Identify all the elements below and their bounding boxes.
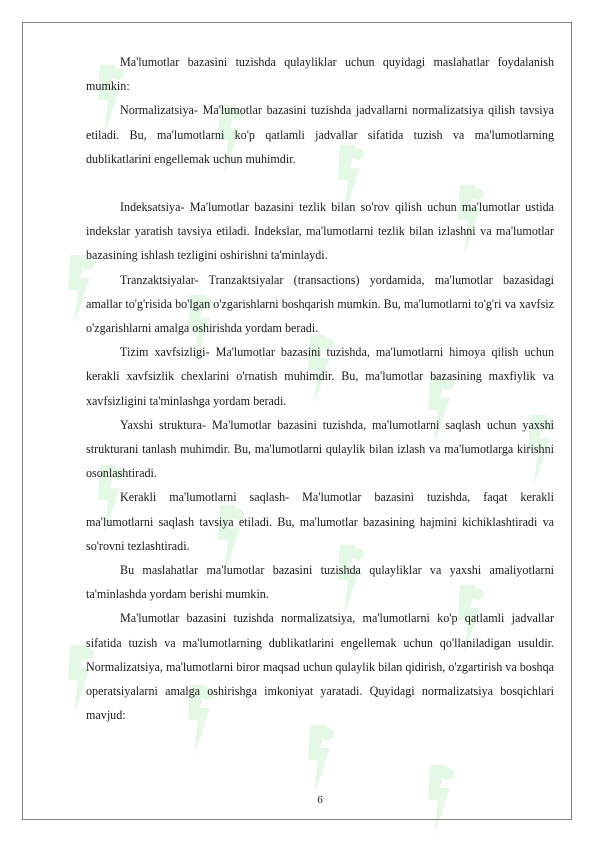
paragraph-transactions: Tranzaktsiyalar- Tranzaktsiyalar (transactions) yordamida, ma'lumotlar bazasidagi amallar to'g'risida bo'lgan o'zgarishlarni boshqarish mumkin. Bu, ma'lumotlarni to'g'ri va xavfsiz o'zgarishlarni amalga oshirishda yordam beradi.: [86, 272, 554, 336]
page-number: 6: [317, 794, 323, 806]
paragraph-summary: Bu maslahatlar ma'lumotlar bazasini tuzishda qulayliklar va yaxshi amaliyotlarni ta'minlashda yordam berishi mumkin.: [86, 563, 554, 602]
paragraph-structure: Yaxshi struktura- Ma'lumotlar bazasini tuzishda, ma'lumotlarni saqlash uchun yaxshi strukturani tanlash muhimdir. Bu, ma'lumotlarni qulaylik bilan izlash va ma'lumotlarga kirishni osonlashtiradi.: [86, 417, 554, 481]
paragraph-security: Tizim xavfsizligi- Ma'lumotlar bazasini tuzishda, ma'lumotlarni himoya qilish uchun kerakli xavfsizlik chexlarini o'rnatish muhimdir. Bu, ma'lumotlar bazasining maxfiylik va xavfsizligini ta'minlashga yordam beradi.: [86, 345, 554, 408]
paragraph-intro: Ma'lumotlar bazasini tuzishda qulayliklar uchun quyidagi maslahatlar foydalanish mumkin:: [86, 55, 554, 94]
watermark-logo-icon: [300, 720, 338, 800]
paragraph-normalization: Normalizatsiya- Ma'lumotlar bazasini tuzishda jadvallarni normalizatsiya qilish tavsiya etiladi. Bu, ma'lumotlarni ko'p qatlamli jadvallar sifatida tuzish va ma'lumotlarning dublikatlarini engellemak uchun muhimdir.: [86, 103, 554, 166]
document-body: [86, 50, 554, 727]
paragraph-normalization-detail: Ma'lumotlar bazasini tuzishda normalizatsiya, ma'lumotlarni ko'p qatlamli jadvallar sifatida tuzish va ma'lumotlarning dublikatlarini engellemak uchun qo'llaniladigan usuldir. Normalizatsiya, ma'lumotlarni biror maqsad uchun qulaylik bilan qidirish, o'zgartirish va boshqa operatsiyalarni amalga oshirishga imkoniyat yaratadi. Quyidagi normalizatsiya bosqichlari mavjud:: [86, 611, 554, 723]
paragraph-indexing: Indeksatsiya- Ma'lumotlar bazasini tezlik bilan so'rov qilish uchun ma'lumotlar ustida indekslar yaratish tavsiya etiladi. Indekslar, ma'lumotlarni tezlik bilan izlashni va ma'lumotlar bazasining ishlash tezligini oshirishni ta'minlaydi.: [86, 200, 554, 263]
paragraph-necessary-data: Kerakli ma'lumotlarni saqlash- Ma'lumotlar bazasini tuzishda, faqat kerakli ma'lumotlarni saqlash tavsiya etiladi. Bu, ma'lumotlar bazasining hajmini kichiklashtiradi va so'rovni tezlashtiradi.: [86, 490, 554, 553]
